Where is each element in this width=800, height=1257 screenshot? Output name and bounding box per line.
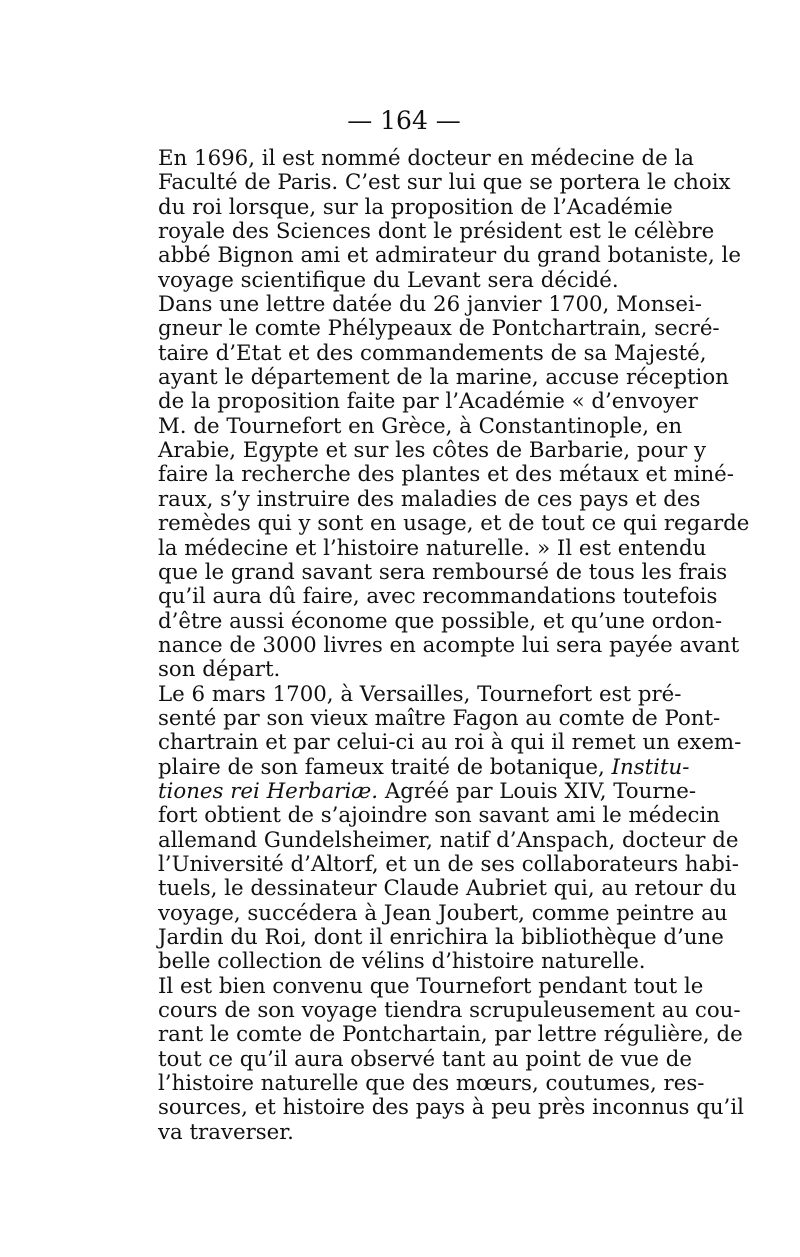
text-line: abbé Bignon ami et admirateur du grand botaniste, le	[158, 243, 741, 269]
text-line: sources, et histoire des pays à peu près inconnus qu’il	[158, 1095, 744, 1121]
text-line: l’Université d’Altorf, et un de ses collaborateurs habi-	[158, 851, 739, 877]
text-line: faire la recherche des plantes et des métaux et miné-	[158, 462, 734, 488]
text-line: rant le comte de Pontchartain, par lettre régulière, de	[158, 1022, 743, 1048]
text-line: Jardin du Roi, dont il enrichira la bibliothèque d’une	[158, 925, 724, 950]
text-line: que le grand savant sera remboursé de tous les frais	[158, 559, 728, 585]
text-line: du roi lorsque, sur la proposition de l’Académie	[158, 194, 673, 220]
text-line: de la proposition faite par l’Académie « d’envoyer	[158, 389, 698, 415]
text-line: va traverser.	[158, 1119, 294, 1145]
text-line: remèdes qui y sont en usage, et de tout ce qui regarde	[158, 511, 750, 537]
text-line: raux, s’y instruire des maladies de ces pays et des	[158, 486, 701, 512]
text-line: la médecine et l’histoire naturelle. » Il est entendu	[158, 535, 707, 561]
text-line: M. de Tournefort en Grèce, à Constantinople, en	[158, 413, 683, 439]
paragraph-2	[134, 292, 750, 683]
text-line: cours de son voyage tiendra scrupuleusement au cou-	[158, 998, 741, 1024]
text-line	[134, 754, 690, 780]
text-line: En 1696, il est nommé docteur en médecine de la	[158, 146, 694, 171]
body-text	[134, 146, 750, 1145]
paragraph-4	[134, 973, 744, 1145]
text-line: Arabie, Egypte et sur les côtes de Barbarie, pour y	[158, 438, 707, 464]
text-line: Il est bien convenu que Tournefort pendant tout le	[158, 973, 704, 999]
text-segment: Agréé par Louis XIV, Tourne-	[378, 778, 697, 804]
text-line: voyage scientifique du Levant sera décidé.	[158, 267, 619, 293]
italic-title: tiones rei Herbariæ.	[158, 778, 379, 804]
text-line: belle collection de vélins d’histoire naturelle.	[158, 949, 646, 975]
text-line	[134, 778, 697, 804]
text-segment: plaire de son fameux traité de botanique,	[158, 754, 612, 780]
text-line: gneur le comte Phélypeaux de Pontchartrain, secré-	[158, 316, 720, 342]
text-line: nance de 3000 livres en acompte lui sera payée avant	[158, 632, 740, 658]
text-line: Le 6 mars 1700, à Versailles, Tournefort est pré-	[158, 681, 682, 707]
text-line: chartrain et par celui-ci au roi à qui il remet un exem-	[158, 730, 742, 756]
text-line: Faculté de Paris. C’est sur lui que se portera le choix	[158, 170, 731, 196]
text-line: ayant le département de la marine, accuse réception	[158, 365, 729, 391]
text-line: tuels, le dessinateur Claude Aubriet qui, au retour du	[158, 876, 737, 902]
paragraph-1	[134, 146, 741, 293]
text-line: son départ.	[158, 657, 281, 683]
text-line: senté par son vieux maître Fagon au comte de Pont-	[158, 705, 721, 731]
text-line: taire d’Etat et des commandements de sa Majesté,	[158, 340, 707, 366]
text-line: allemand Gundelsheimer, natif d’Anspach, docteur de	[158, 827, 739, 853]
italic-title: Institu-	[611, 754, 690, 780]
text-line: qu’il aura dû faire, avec recommandations toutefois	[158, 584, 718, 610]
text-line: Dans une lettre datée du 26 janvier 1700, Monsei-	[158, 292, 702, 318]
text-line: royale des Sciences dont le président est le célèbre	[158, 219, 715, 245]
text-line: tout ce qu’il aura observé tant au point de vue de	[158, 1046, 693, 1072]
page-number: — 164 —	[347, 106, 461, 135]
paragraph-3	[134, 681, 742, 975]
text-line: l’histoire naturelle que des mœurs, coutumes, res-	[158, 1071, 705, 1097]
text-line: d’être aussi économe que possible, et qu’une ordon-	[158, 608, 723, 634]
text-line: fort obtient de s’ajoindre son savant ami le médecin	[158, 803, 721, 829]
text-line: voyage, succédera à Jean Joubert, comme peintre au	[158, 900, 728, 926]
